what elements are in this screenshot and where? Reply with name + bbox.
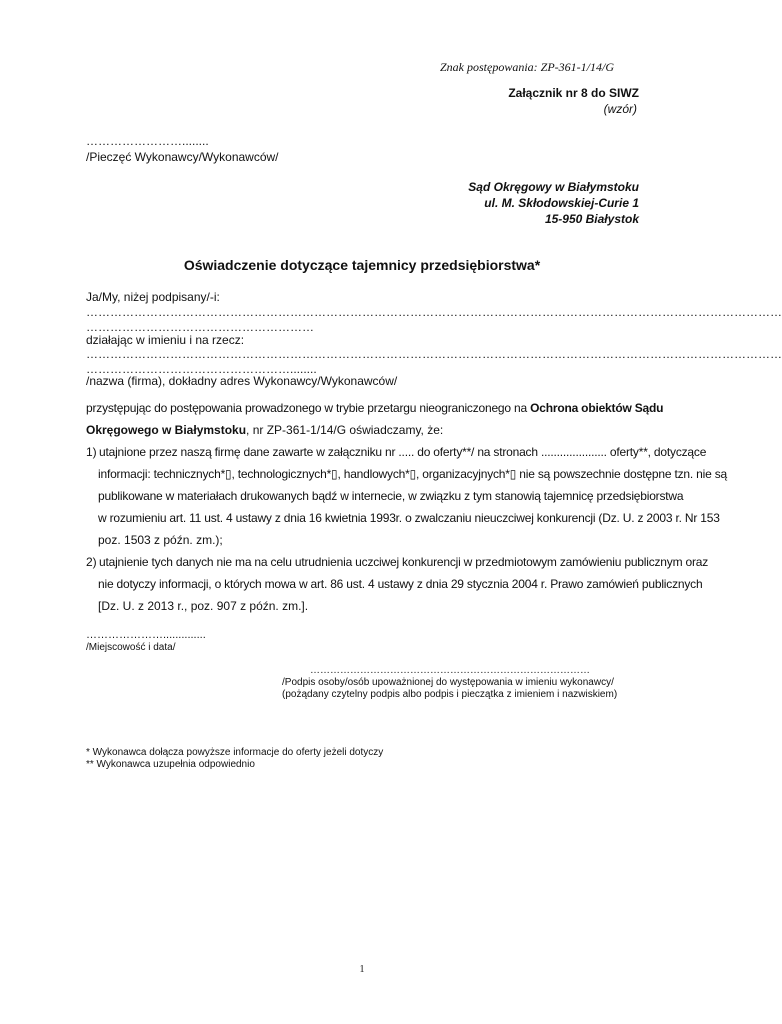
contract-name-1: Ochrona obiektów Sądu (530, 401, 664, 415)
contract-name-2: Okręgowego w Białymstoku (86, 423, 247, 437)
addressee-street: ul. M. Skłodowskiej-Curie 1 (484, 196, 639, 210)
acting-label: działając w imieniu i na rzecz: (86, 333, 245, 347)
name-address-label: /nazwa (firma), dokładny adres Wykonawcy/Wykonawców/ (86, 374, 398, 388)
signature-dots: ………………………………………………………………………… (310, 665, 590, 676)
page-number: 1 (359, 964, 365, 975)
signed-line-2: ………………………………………………… (86, 320, 314, 334)
signed-line-1: ………………………………………………………………………………………………………………………………………………………… (86, 305, 782, 319)
item-1-line-1: utajnione przez naszą firmę dane zawarte w załączniku nr ..... do oferty**/ na stronach ..................... oferty**, dotyczące (99, 445, 707, 459)
signature-label-2: (pożądany czytelny podpis albo podpis i pieczątka z imieniem i nazwiskiem) (282, 689, 618, 700)
acting-line-2: ……………………………………………........ (86, 362, 317, 376)
item-1-line-3: publikowane w materiałach drukowanych bądź w internecie, w związku z tym stanowią tajemnicę przedsiębiorstwa (98, 489, 684, 503)
item-1-line-4: w rozumieniu art. 11 ust. 4 ustawy z dnia 16 kwietnia 1993r. o zwalczaniu nieuczciwej konkurencji (Dz. U. z 2003 r. Nr 153 (98, 511, 720, 525)
footnote-1: * Wykonawca dołącza powyższe informacje do oferty jeżeli dotyczy (86, 747, 384, 758)
item-1-line-5: poz. 1503 z późn. zm.); (98, 533, 223, 547)
case-number: Znak postępowania: ZP-361-1/14/G (440, 60, 614, 74)
item-2-line-3: [Dz. U. z 2013 r., poz. 907 z późn. zm.]. (98, 599, 309, 613)
item-2-line-1: utajnienie tych danych nie ma na celu utrudnienia uczciwej konkurencji w przedmiotowym zamówieniu publicznym oraz (99, 555, 709, 569)
intro-line-2 (86, 423, 443, 437)
place-date-dots: ………………….............. (86, 629, 206, 641)
footnote-2: ** Wykonawca uzupełnia odpowiednio (86, 759, 255, 770)
intro-text: przystępując do postępowania prowadzonego w trybie przetargu nieograniczonego na (86, 401, 527, 415)
addressee-city: 15-950 Białystok (544, 212, 639, 226)
template-label: (wzór) (603, 102, 637, 116)
document-title: Oświadczenie dotyczące tajemnicy przedsiębiorstwa* (183, 257, 541, 273)
stamp-label: /Pieczęć Wykonawcy/Wykonawców/ (86, 150, 279, 164)
acting-line-1: ………………………………………………………………………………………………………………………………………………………… (86, 347, 782, 361)
addressee-name: Sąd Okręgowy w Białymstoku (468, 180, 639, 194)
item-2-line-2: nie dotyczy informacji, o których mowa w art. 86 ust. 4 ustawy z dnia 29 stycznia 2004 r. Prawo zamówień publicznych (98, 577, 703, 591)
item-1-number: 1) (86, 445, 97, 459)
signed-label: Ja/My, niżej podpisany/-i: (86, 290, 220, 304)
intro-line-1 (86, 401, 664, 415)
place-date-label: /Miejscowość i data/ (86, 642, 176, 653)
intro-post: , nr ZP-361-1/14/G oświadczamy, że: (246, 423, 444, 437)
attachment-label: Załącznik nr 8 do SIWZ (508, 86, 639, 100)
item-2-number: 2) (86, 555, 97, 569)
stamp-dots: ……………………........ (86, 134, 209, 148)
item-1-line-2: informacji: technicznych*▯, technologicznych*▯, handlowych*▯, organizacyjnych*▯ nie są powszechnie dostępne tzn. nie są (98, 467, 727, 481)
signature-label-1: /Podpis osoby/osób upoważnionej do występowania w imieniu wykonawcy/ (282, 677, 614, 688)
